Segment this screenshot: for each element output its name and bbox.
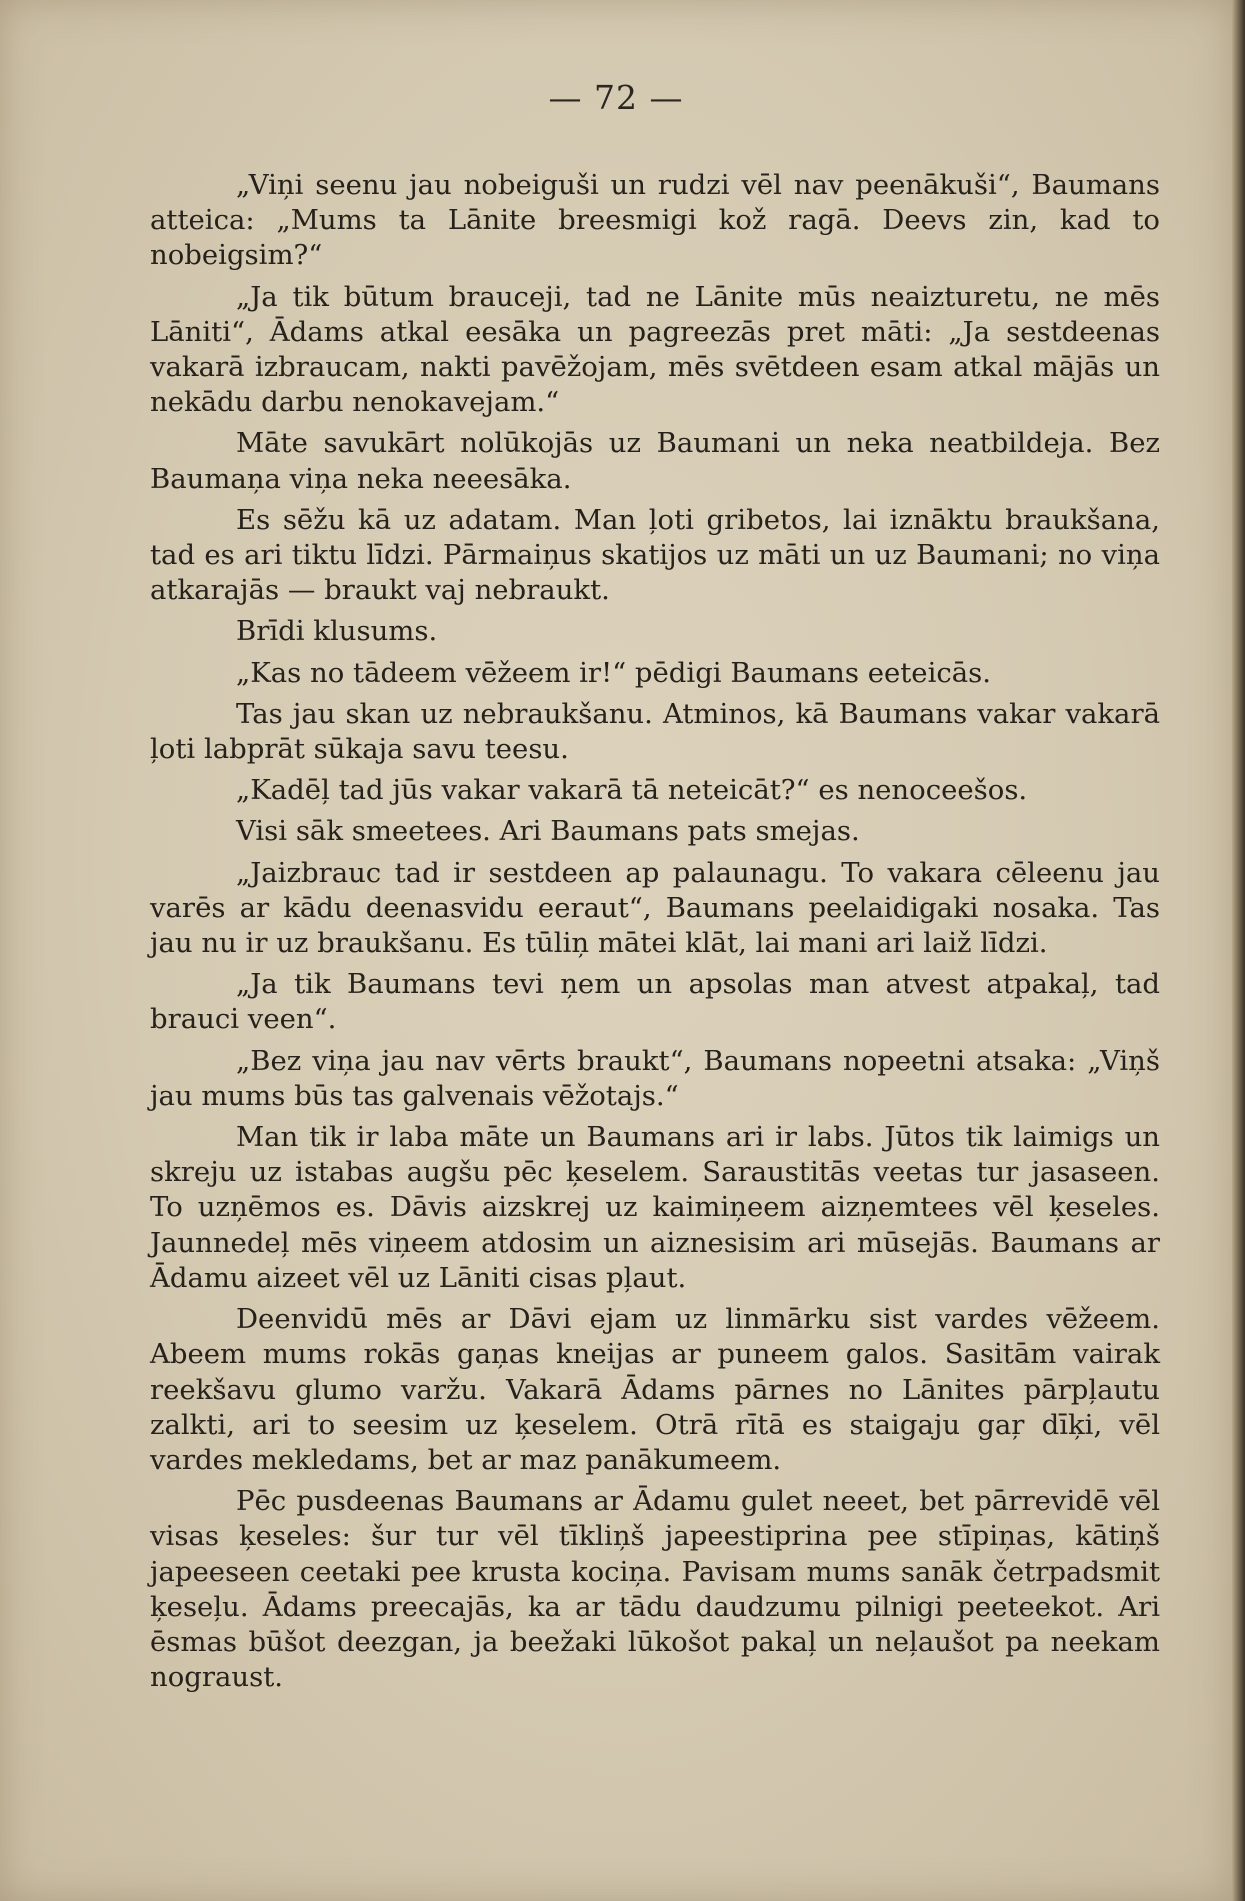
page-edge [1232,0,1245,1901]
paragraph: Māte savukārt nolūkojās uz Baumani un neka neatbildeja. Bez Baumaņa viņa neka neeesāka. [150,427,1160,495]
body-text [150,168,1160,1701]
paragraph: „Ja tik būtum brauceji, tad ne Lānite mūs neaizturetu, ne mēs Lāniti“, Ādams atkal eesāka un pagreezās pret māti: „Ja sestdeenas vakarā izbraucam, nakti pavēžojam, mēs svētdeen esam atkal mājās un nekādu darbu nenokavejam.“ [150,280,1160,419]
paragraph: Es sēžu kā uz adatam. Man ļoti gribetos, lai iznāktu braukšana, tad es ari tiktu līdzi. Pārmaiņus skatijos uz māti un uz Baumani; no viņa atkarajās — braukt vaj nebraukt. [150,503,1160,607]
paragraph: „Kas no tādeem vēžeem ir!“ pēdigi Baumans eeteicās. [236,656,992,689]
paragraph: Brīdi klusums. [236,615,438,648]
paragraph: Visi sāk smeetees. Ari Baumans pats smejas. [236,815,860,848]
paragraph: „Jaizbrauc tad ir sestdeen ap palaunagu. To vakara cēleenu jau varēs ar kādu deenasvidu eeraut“, Baumans peelaidigaki nosaka. Tas jau nu ir uz braukšanu. Es tūliņ mātei klāt, lai mani ari laiž līdzi. [150,856,1160,960]
paragraph: Tas jau skan uz nebraukšanu. Atminos, kā Baumans vakar vakarā ļoti labprāt sūkaja savu teesu. [150,697,1160,766]
paragraph: Deenvidū mēs ar Dāvi ejam uz linmārku sist vardes vēžeem. Abeem mums rokās gaņas kneijas ar puneem galos. Sasitām vairak reekšavu glumo varžu. Vakarā Ādams pārnes no Lānites pārpļautu zalkti, ari to seesim uz ķeselem. Otrā rītā es staigaju gaŗ dīķi, vēl vardes mekledams, bet ar maz panākumeem. [150,1303,1160,1476]
paragraph: Man tik ir laba māte un Baumans ari ir labs. Jūtos tik laimigs un skreju uz istabas augšu pēc ķeselem. Saraustitās veetas tur jasaseen. To uzņēmos es. Dāvis aizskrej uz kaimiņeem aizņemtees vēl ķeseles. Jaunnedeļ mēs viņeem atdosim un aiznesisim ari mūsejās. Baumans ar Ādamu aizeet vēl uz Lāniti cisas pļaut. [150,1121,1160,1294]
paragraph: „Viņi seenu jau nobeiguši un rudzi vēl nav peenākuši“, Baumans atteica: „Mums ta Lānite breesmigi kož ragā. Deevs zin, kad to nobeigsim?“ [150,169,1160,272]
page-number: — 72 — [548,78,684,117]
paragraph: „Ja tik Baumans tevi ņem un apsolas man atvest atpakaļ, tad brauci veen“. [150,968,1160,1036]
paragraph: Pēc pusdeenas Baumans ar Ādamu gulet neeet, bet pārrevidē vēl visas ķeseles: šur tur vēl tīkliņš japeestiprina pee stīpiņas, kātiņš japeeseen ceetaki pee krusta kociņa. Pavisam mums sanāk četrpadsmit ķeseļu. Ādams preecajās, ka ar tādu daudzumu pilnigi peeteekot. Ari ēsmas būšot deezgan, ja beežaki lūkošot pakaļ un neļaušot pa neekam nograust. [150,1485,1160,1694]
paragraph: „Bez viņa jau nav vērts braukt“, Baumans nopeetni atsaka: „Viņš jau mums būs tas galvenais vēžotajs.“ [150,1044,1160,1112]
paragraph: „Kadēļ tad jūs vakar vakarā tā neteicāt?“ es nenoceešos. [236,774,1028,807]
